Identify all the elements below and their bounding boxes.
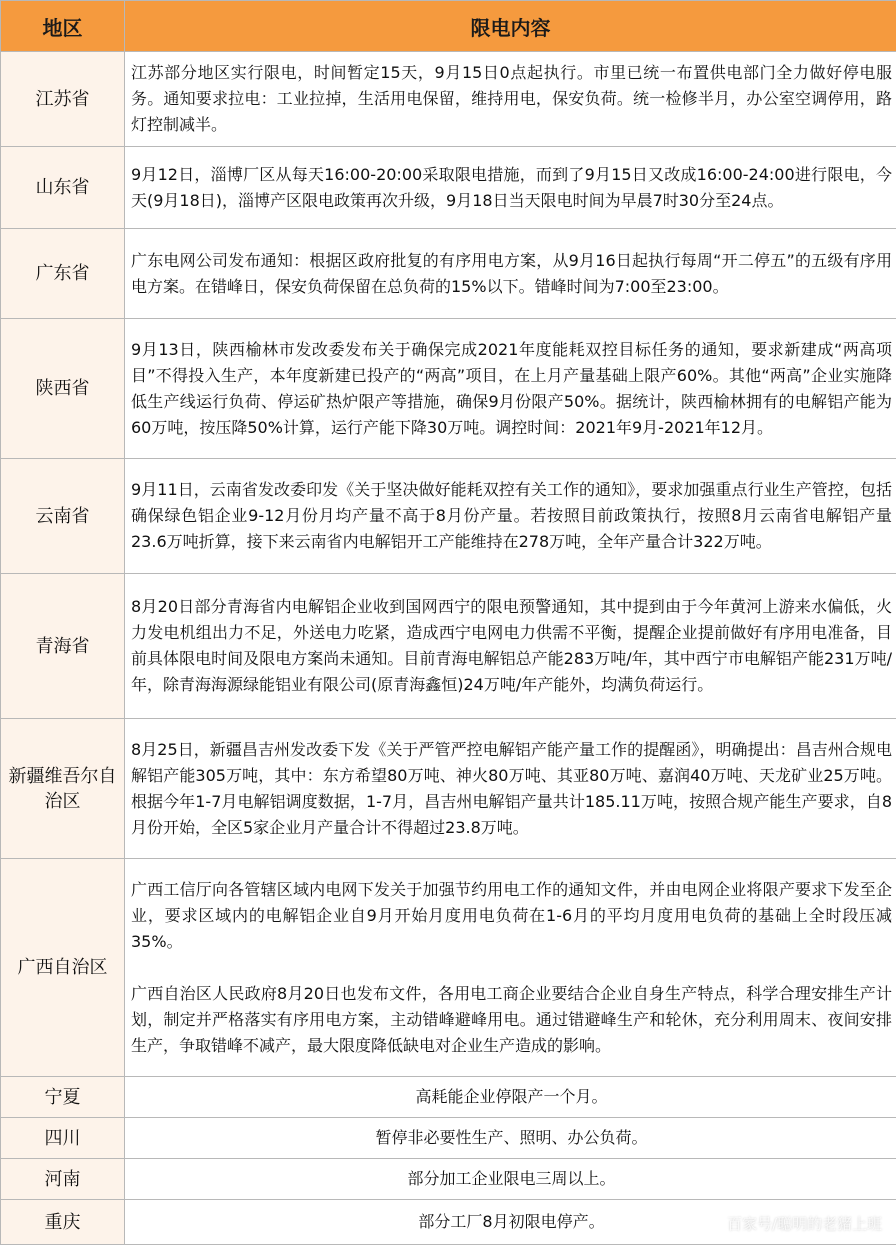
content-paragraph: 江苏部分地区实行限电，时间暂定15天，9月15日0点起执行。市里已统一布置供电部门全力做好停电服务。通知要求拉电：工业拉掉，生活用电保留，维持用电，保安负荷。统一检修半月，办公室空调停用，路灯控制减半。 bbox=[131, 60, 892, 138]
content-paragraph: 9月11日，云南省发改委印发《关于坚决做好能耗双控有关工作的通知》，要求加强重点行业生产管控，包括确保绿色铝企业9-12月份月均产量不高于8月份产量。若按照目前政策执行，按照8月云南省电解铝产量23.6万吨折算，接下来云南省内电解铝开工产能维持在278万吨，全年产量合计322万吨。 bbox=[131, 477, 892, 555]
row-region: 宁夏 bbox=[1, 1077, 125, 1118]
row-content bbox=[125, 459, 896, 574]
table-row bbox=[1, 574, 896, 719]
table-row bbox=[1, 1077, 896, 1118]
row-content bbox=[125, 319, 896, 459]
content-paragraph: 暂停非必要性生产、照明、办公负荷。 bbox=[131, 1125, 892, 1151]
header-content: 限电内容 bbox=[125, 1, 896, 52]
table-row bbox=[1, 52, 896, 147]
table-row bbox=[1, 1118, 896, 1159]
row-content bbox=[125, 574, 896, 719]
table-row bbox=[1, 719, 896, 859]
row-region: 陕西省 bbox=[1, 319, 125, 459]
content-paragraph: 部分加工企业限电三周以上。 bbox=[131, 1166, 892, 1192]
row-region: 广西自治区 bbox=[1, 859, 125, 1077]
content-paragraph: 9月12日，淄博厂区从每天16:00-20:00采取限电措施，而到了9月15日又改成16:00-24:00进行限电，今天(9月18日)，淄博产区限电政策再次升级，9月18日当天限电时间为早晨7时30分至24点。 bbox=[131, 162, 892, 214]
row-content bbox=[125, 719, 896, 859]
row-content bbox=[125, 1118, 896, 1159]
row-region: 河南 bbox=[1, 1159, 125, 1200]
row-region: 四川 bbox=[1, 1118, 125, 1159]
row-content bbox=[125, 147, 896, 229]
row-content bbox=[125, 229, 896, 319]
row-region: 云南省 bbox=[1, 459, 125, 574]
table-row bbox=[1, 147, 896, 229]
row-region: 山东省 bbox=[1, 147, 125, 229]
header-region: 地区 bbox=[1, 1, 125, 52]
row-region: 广东省 bbox=[1, 229, 125, 319]
watermark-text: 百家号/聪明的老猪上班 bbox=[727, 1213, 882, 1234]
content-paragraph: 广西自治区人民政府8月20日也发布文件，各用电工商企业要结合企业自身生产特点，科学合理安排生产计划，制定并严格落实有序用电方案，主动错峰避峰用电。通过错避峰生产和轮休，充分利用周末、夜间安排生产，争取错峰不减产，最大限度降低缺电对企业生产造成的影响。 bbox=[131, 981, 892, 1059]
content-paragraph: 高耗能企业停限产一个月。 bbox=[131, 1084, 892, 1110]
row-content bbox=[125, 1159, 896, 1200]
table-row bbox=[1, 319, 896, 459]
content-paragraph: 广西工信厅向各管辖区域内电网下发关于加强节约用电工作的通知文件，并由电网企业将限产要求下发至企业，要求区域内的电解铝企业自9月开始月度用电负荷在1-6月的平均月度用电负荷的基础上全时段压减35%。 bbox=[131, 877, 892, 955]
table-row bbox=[1, 229, 896, 319]
row-region: 江苏省 bbox=[1, 52, 125, 147]
row-region: 重庆 bbox=[1, 1200, 125, 1245]
content-paragraph: 8月25日，新疆昌吉州发改委下发《关于严管严控电解铝产能产量工作的提醒函》，明确提出：昌吉州合规电解铝产能305万吨，其中：东方希望80万吨、神火80万吨、其亚80万吨、嘉润40万吨、天龙矿业25万吨。根据今年1-7月电解铝调度数据，1-7月，昌吉州电解铝产量共计185.11万吨，按照合规产能生产要求，自8月份开始，全区5家企业月产量合计不得超过23.8万吨。 bbox=[131, 737, 892, 841]
table-row bbox=[1, 1159, 896, 1200]
row-content bbox=[125, 1077, 896, 1118]
row-region: 青海省 bbox=[1, 574, 125, 719]
table-row bbox=[1, 859, 896, 1077]
content-paragraph: 8月20日部分青海省内电解铝企业收到国网西宁的限电预警通知，其中提到由于今年黄河上游来水偏低，火力发电机组出力不足，外送电力吃紧，造成西宁电网电力供需不平衡，提醒企业提前做好有序用电准备，目前具体限电时间及限电方案尚未通知。目前青海电解铝总产能283万吨/年，其中西宁市电解铝产能231万吨/年，除青海海源绿能铝业有限公司(原青海鑫恒)24万吨/年产能外，均满负荷运行。 bbox=[131, 594, 892, 698]
content-paragraph: 9月13日，陕西榆林市发改委发布关于确保完成2021年度能耗双控目标任务的通知，要求新建成“两高项目”不得投入生产，本年度新建已投产的“两高”项目，在上月产量基础上限产60%。其他“两高”企业实施降低生产线运行负荷、停运矿热炉限产等措施，确保9月份限产50%。据统计，陕西榆林拥有的电解铝产能为60万吨，按压降50%计算，运行产能下降30万吨。调控时间：2021年9月-2021年12月。 bbox=[131, 337, 892, 441]
content-paragraph: 广东电网公司发布通知：根据区政府批复的有序用电方案，从9月16日起执行每周“开二停五”的五级有序用电方案。在错峰日，保安负荷保留在总负荷的15%以下。错峰时间为7:00至23:00。 bbox=[131, 248, 892, 300]
row-region: 新疆维吾尔自治区 bbox=[1, 719, 125, 859]
table-row bbox=[1, 459, 896, 574]
content-paragraph: 部分工厂8月初限电停产。 bbox=[131, 1209, 892, 1235]
table-header-row bbox=[1, 1, 896, 52]
row-content bbox=[125, 859, 896, 1077]
row-content bbox=[125, 52, 896, 147]
